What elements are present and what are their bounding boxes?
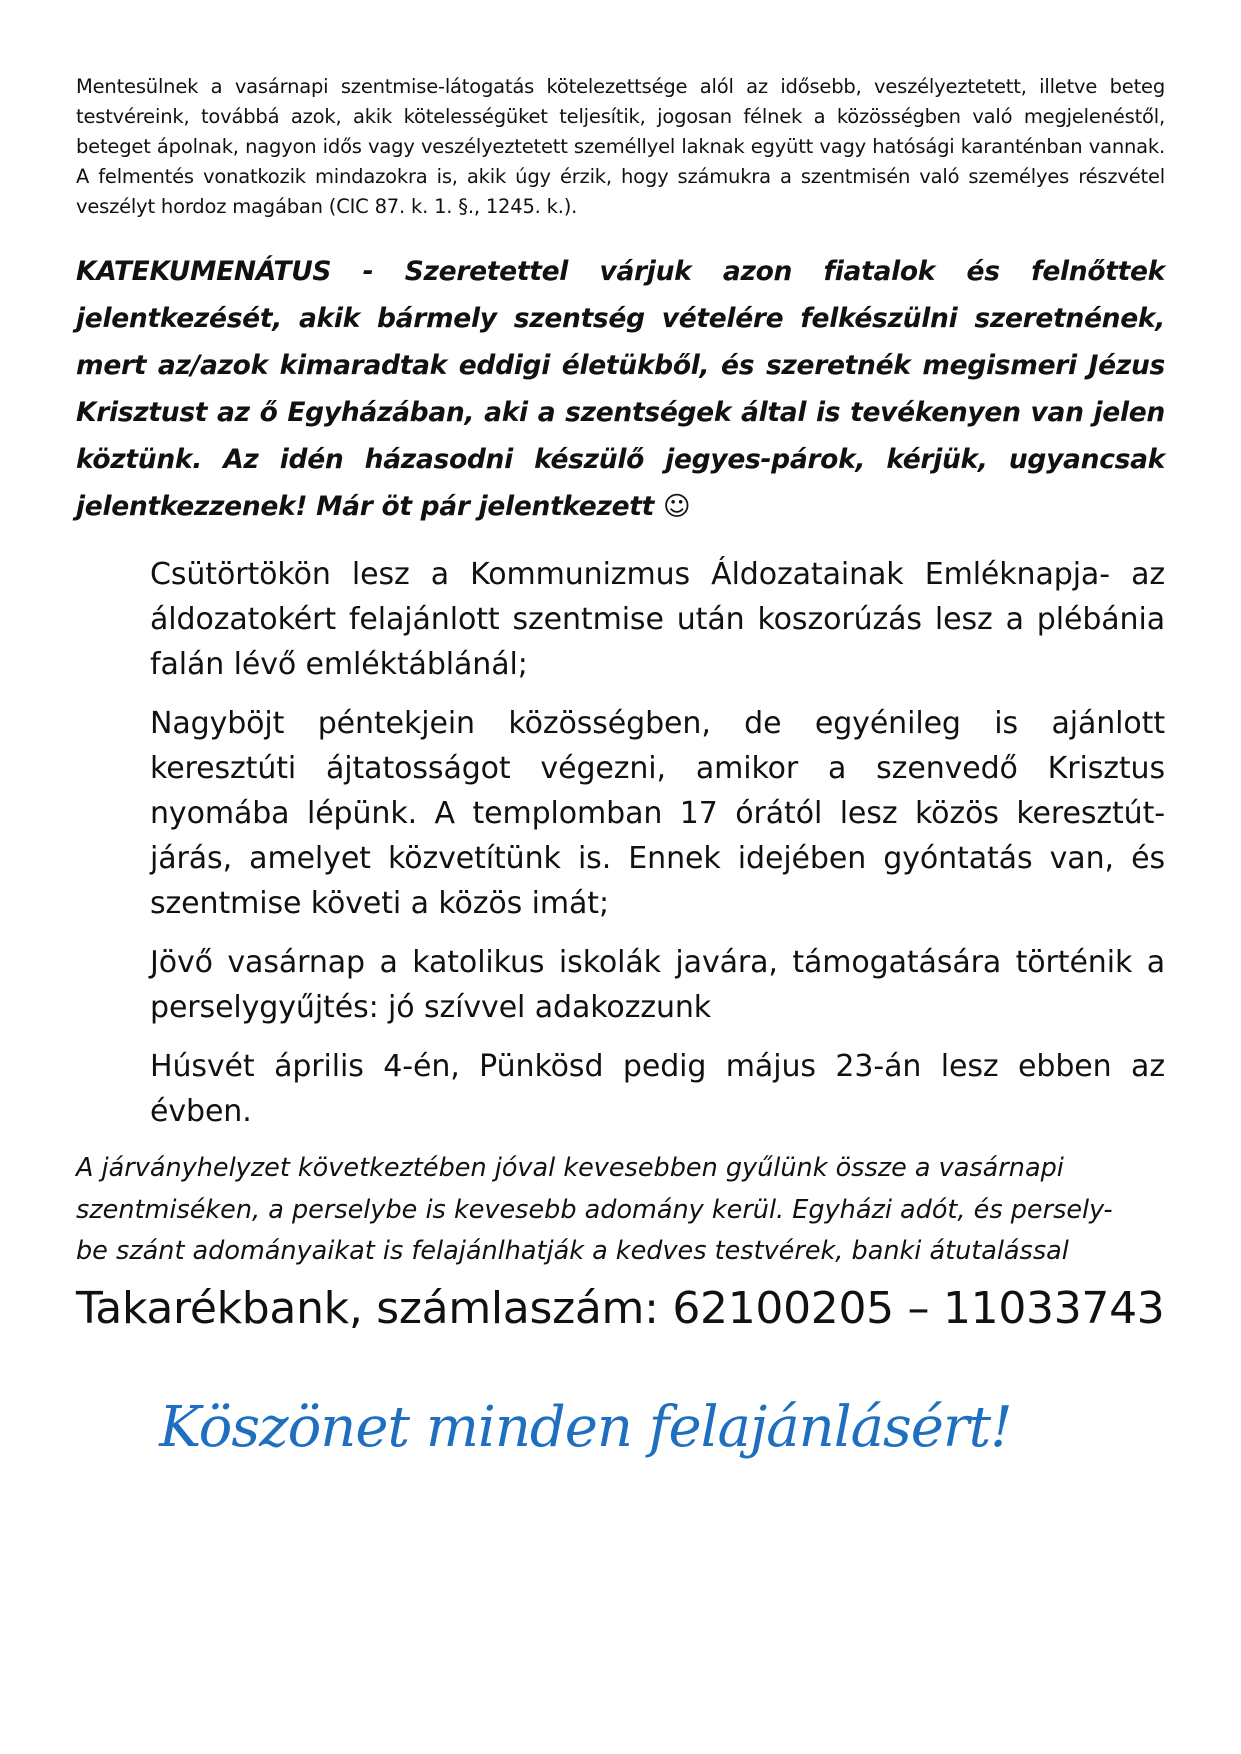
donation-line: A járványhelyzet következtében jóval kevesebben gyűlünk össze a vasárnapi bbox=[76, 1153, 1064, 1183]
announcement-way-of-cross: Nagyböjt péntekjein közösségben, de egyénileg is ajánlott keresztúti ájtatosságot végezni, amikor a szenvedő Krisztus nyomába lépünk. A templomban 17 órától lesz közös keresztút-járás, amelyet közvetítünk is. Ennek idejében gyóntatás van, és szentmise követi a közös imát; bbox=[150, 706, 1165, 921]
announcement-collection: Jövő vasárnap a katolikus iskolák javára, támogatására történik a perselygyűjtés: jó szívvel adakozzunk bbox=[150, 945, 1165, 1025]
donation-paragraph bbox=[76, 1148, 1165, 1273]
donation-line: szentmiséken, a perselybe is kevesebb adomány kerül. Egyházi adót, és persely- bbox=[76, 1194, 1113, 1225]
announcement-easter-dates: Húsvét április 4-én, Pünkösd pedig május 23-án lesz ebben az évben. bbox=[150, 1049, 1165, 1129]
announcement-list bbox=[150, 552, 1165, 1134]
thanks-heading: Köszönet minden felajánlásért! bbox=[159, 1394, 1012, 1460]
donation-line: be szánt adományaikat is felajánlhatják a kedves testvérek, banki átutalással bbox=[76, 1236, 1069, 1266]
bulletin-page bbox=[76, 72, 1165, 1463]
catechumenate-paragraph: KATEKUMENÁTUS - Szeretettel várjuk azon fiatalok és felnőttek jelentkezését, akik bármely szentség vételére felkészülni szeretnének, mert az/azok kimaradtak eddigi életükből, és szeretnék megismeri Jézus Krisztust az ő Egyházában, aki a szentségek által is tevékenyen van jelen köztünk. Az idén házasodni készülő jegyes-párok, kérjük, ugyancsak jelentkezzenek! Már öt pár jelentkezett ☺ bbox=[76, 256, 1165, 522]
exemption-paragraph: Mentesülnek a vasárnapi szentmise-látogatás kötelezettsége alól az idősebb, veszélyeztetett, illetve beteg testvéreink, továbbá azok, akik kötelességüket teljesítik, jogosan félnek a közösségben való megjelenéstől, beteget ápolnak, nagyon idős vagy veszélyeztetett személlyel laknak együtt vagy hatósági karanténban vannak. A felmentés vonatkozik mindazokra is, akik úgy érzik, hogy számukra a szentmisén való személyes részvétel veszélyt hordoz magában (CIC 87. k. 1. §., 1245. k.). bbox=[76, 75, 1165, 218]
bank-account-line: Takarékbank, számlaszám: 62100205 – 11033743 bbox=[76, 1282, 1165, 1334]
announcement-memorial-day: Csütörtökön lesz a Kommunizmus Áldozatainak Emléknapja- az áldozatokért felajánlott szentmise után koszorúzás lesz a plébánia falán lévő emléktáblánál; bbox=[150, 557, 1165, 682]
